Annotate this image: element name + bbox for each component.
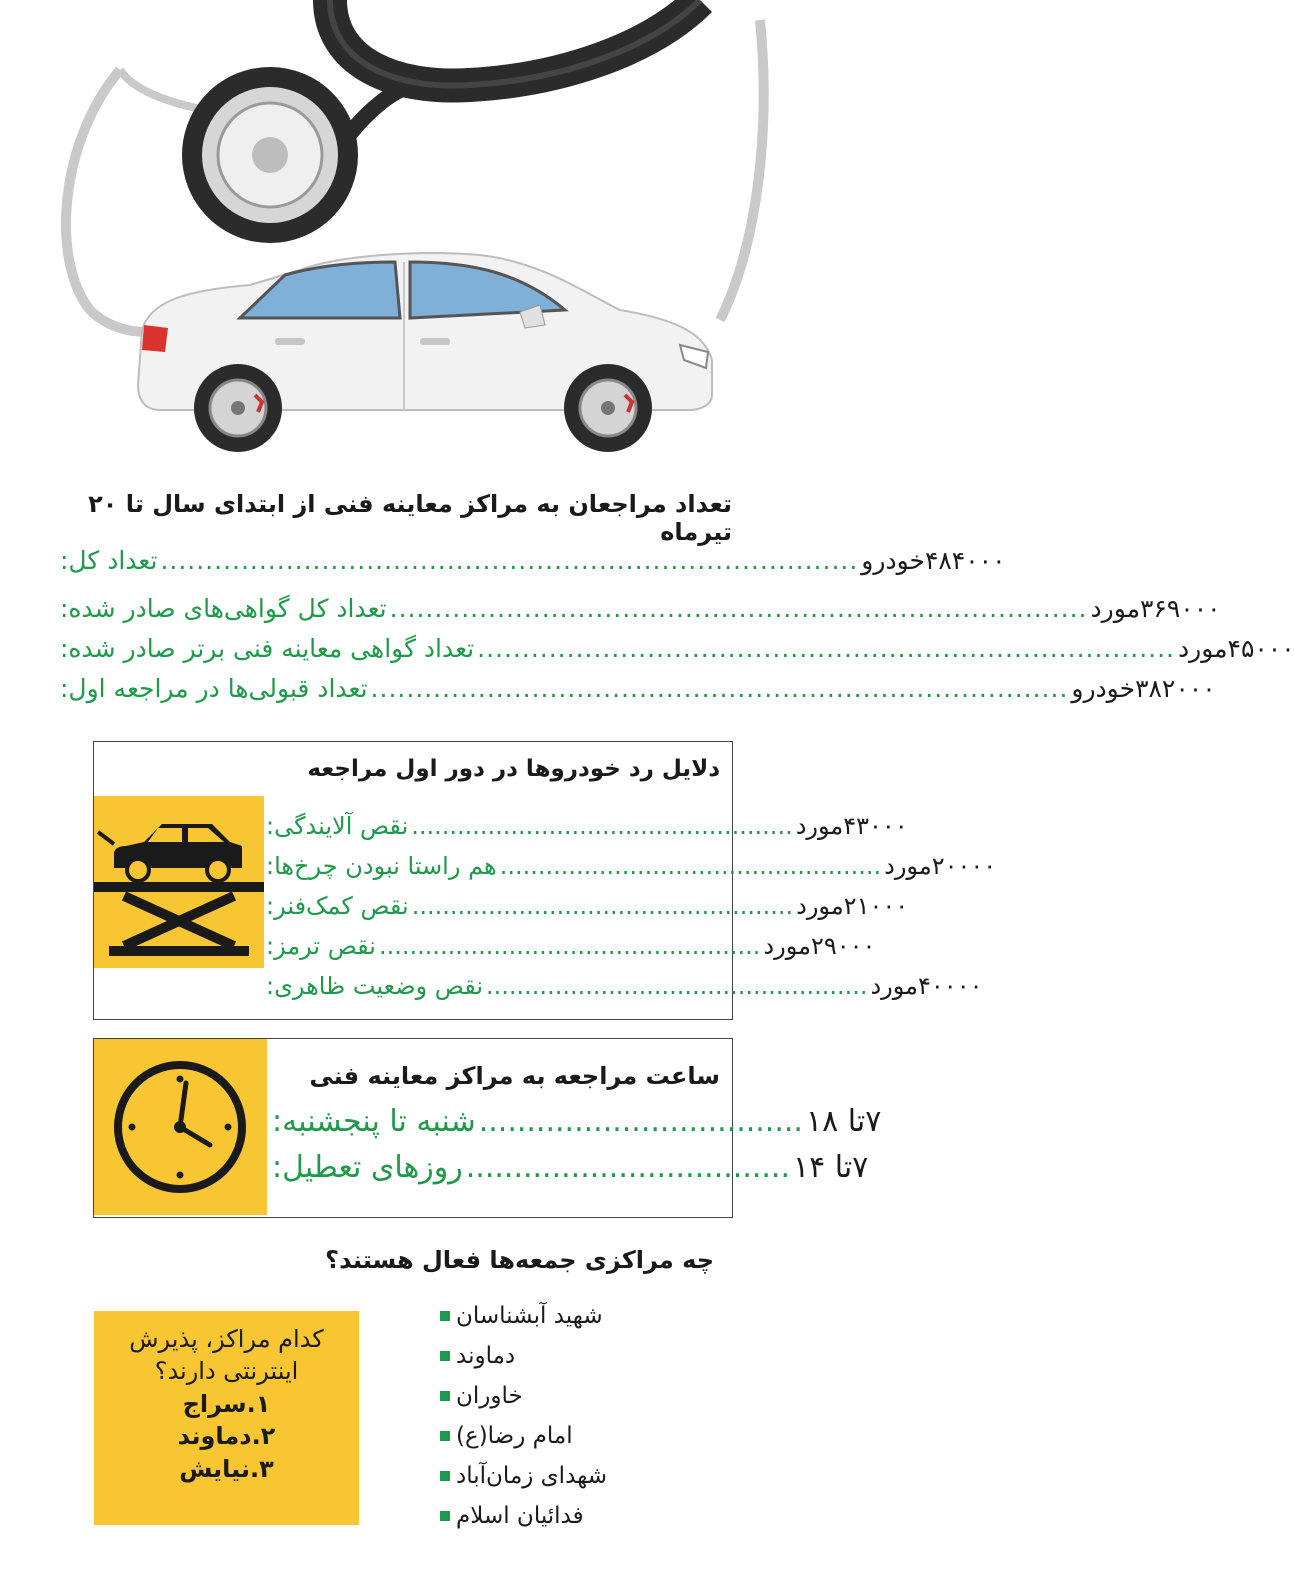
bullet-square-icon (440, 1351, 450, 1361)
hours-label: روزهای تعطیل: (272, 1150, 463, 1185)
online-item: ۱.سراج (182, 1389, 271, 1418)
stats-value: ۴۵۰۰۰مورد (1178, 634, 1295, 663)
online-item: ۳.نیایش (179, 1454, 274, 1483)
clock-icon (94, 1039, 267, 1215)
list-item: دماوند (440, 1343, 720, 1369)
list-item: شهدای زمان‌آباد (440, 1463, 720, 1489)
stats-value: ۳۶۹۰۰۰مورد (1090, 594, 1221, 623)
bullet-square-icon (440, 1431, 450, 1441)
rejection-reasons-title: دلایل رد خودروها در دور اول مراجعه (307, 756, 720, 782)
list-item: امام رضا(ع) (440, 1423, 720, 1449)
stats-row-premium: تعداد گواهی معاینه فنی برتر صادر شده: .............................................................................. ۴۵۰۰۰مورد (60, 634, 1295, 663)
car-stethoscope-illustration (0, 0, 865, 470)
stats-value: ۴۸۴۰۰۰خودرو (861, 546, 1006, 575)
bullet-square-icon (440, 1391, 450, 1401)
hours-title: ساعت مراجعه به مراکز معاینه فنی (309, 1062, 720, 1090)
reason-row-brake: نقص ترمز: .................................................. ۲۹۰۰۰مورد (266, 932, 876, 960)
stats-value: ۳۸۲۰۰۰خودرو (1071, 674, 1216, 703)
hours-label: شنبه تا پنجشنبه: (272, 1104, 476, 1139)
list-item: خاوران (440, 1383, 720, 1409)
reason-value: ۲۹۰۰۰مورد (763, 932, 876, 960)
stats-row-certificates: تعداد کل گواهی‌های صادر شده: .............................................................................. ۳۶۹۰۰۰مورد (60, 594, 1221, 623)
online-admission-box (94, 1311, 359, 1525)
hours-value: ۷تا ۱۸ (805, 1104, 882, 1139)
reason-value: ۲۱۰۰۰مورد (796, 892, 909, 920)
reason-label: هم راستا نبودن چرخ‌ها: (266, 852, 497, 880)
reason-value: ۴۰۰۰۰مورد (870, 972, 983, 1000)
bullet-square-icon (440, 1471, 450, 1481)
reason-row-alignment: هم راستا نبودن چرخ‌ها: .................................................. ۲۰۰۰۰مورد (266, 852, 997, 880)
bullet-square-icon (440, 1311, 450, 1321)
online-question: کدام مراکز، پذیرش (129, 1325, 324, 1353)
hours-row-holidays: روزهای تعطیل: .................................. ۷تا ۱۴ (272, 1150, 869, 1185)
hours-row-weekdays: شنبه تا پنجشنبه: .................................. ۷تا ۱۸ (272, 1104, 882, 1139)
list-item: شهید آبشناسان (440, 1303, 720, 1329)
stats-label: تعداد قبولی‌ها در مراجعه اول: (60, 674, 368, 703)
friday-title: چه مراکزی جمعه‌ها فعال هستند؟ (325, 1246, 714, 1274)
list-item: فدائیان اسلام (440, 1503, 720, 1529)
reason-row-shock: نقص کمک‌فنر: .................................................. ۲۱۰۰۰مورد (266, 892, 909, 920)
reason-row-emission: نقص آلایندگی: .................................................. ۴۳۰۰۰مورد (266, 812, 908, 840)
stats-label: تعداد کل گواهی‌های صادر شده: (60, 594, 387, 623)
reason-label: نقص آلایندگی: (266, 812, 409, 840)
car-lift-icon (94, 796, 264, 968)
stats-label: تعداد گواهی معاینه فنی برتر صادر شده: (60, 634, 475, 663)
reason-label: نقص ترمز: (266, 932, 376, 960)
hours-value: ۷تا ۱۴ (793, 1150, 869, 1185)
reason-value: ۴۳۰۰۰مورد (795, 812, 908, 840)
online-question: اینترنتی دارند؟ (154, 1357, 299, 1386)
stats-title: تعداد مراجعان به مراکز معاینه فنی از ابتدای سال تا ۲۰ تیرماه (88, 490, 732, 546)
reason-label: نقص کمک‌فنر: (266, 892, 409, 920)
stats-label: تعداد کل: (60, 546, 158, 575)
stats-row-total: تعداد کل: .............................................................................. ۴۸۴۰۰۰خودرو (60, 546, 1006, 575)
reason-row-appearance: نقص وضعیت ظاهری: .................................................. ۴۰۰۰۰مورد (266, 972, 983, 1000)
stats-row-first-pass: تعداد قبولی‌ها در مراجعه اول: .............................................................................. ۳۸۲۰۰۰خودرو (60, 674, 1216, 703)
online-item: ۲.دماوند (177, 1422, 276, 1451)
bullet-square-icon (440, 1511, 450, 1521)
reason-value: ۲۰۰۰۰مورد (884, 852, 997, 880)
reason-label: نقص وضعیت ظاهری: (266, 972, 484, 1000)
